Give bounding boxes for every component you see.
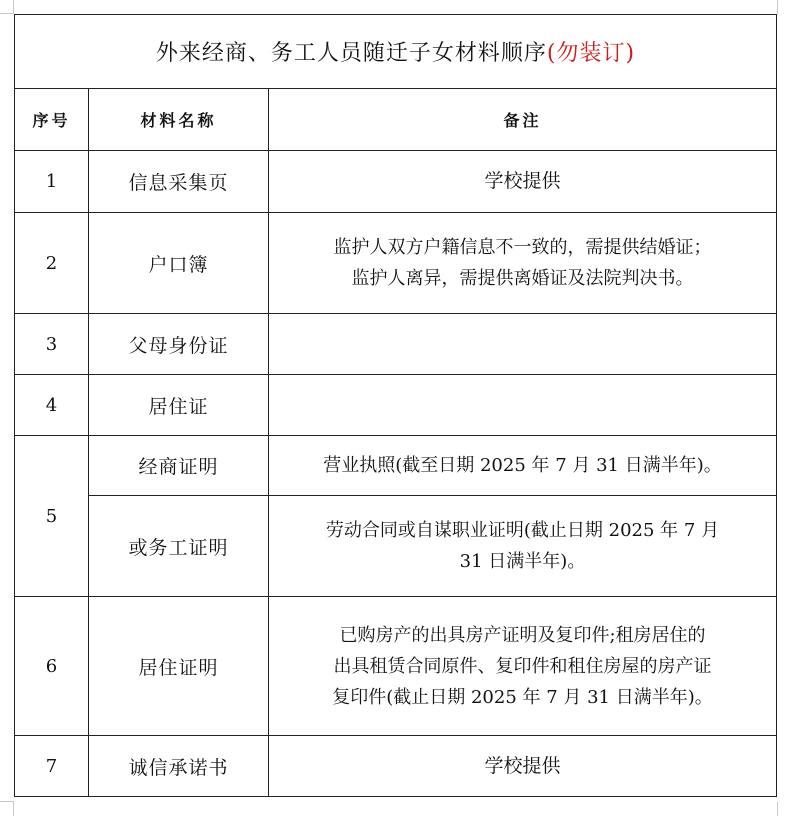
table-row bbox=[15, 375, 777, 436]
material-remark bbox=[269, 151, 777, 213]
header-name: 材料名称 bbox=[89, 89, 269, 151]
material-remark bbox=[269, 436, 777, 496]
remark-line: 监护人双方户籍信息不一致的，需提供结婚证； bbox=[333, 237, 712, 258]
row-number: 5 bbox=[15, 436, 89, 597]
header-row bbox=[15, 89, 777, 151]
remark-line: 已购房产的出具房产证明及复印件;租房居住的 bbox=[339, 624, 706, 646]
title-main: 外来经商、务工人员随迁子女材料顺序 bbox=[155, 41, 547, 66]
table-row bbox=[15, 151, 777, 213]
table-row bbox=[15, 213, 777, 314]
material-remark bbox=[269, 213, 777, 314]
row-number: 4 bbox=[15, 375, 89, 436]
remark-line: 出具租赁合同原件、复印件和租住房屋的房产证 bbox=[333, 655, 712, 677]
material-remark bbox=[269, 375, 777, 436]
margin-guide-left-bottom bbox=[13, 802, 14, 816]
material-remark bbox=[269, 314, 777, 375]
material-remark bbox=[269, 736, 777, 797]
material-remark bbox=[269, 496, 777, 597]
remark-line: 营业执照(截至日期 2025 年 7 月 31 日满半年)。 bbox=[323, 455, 722, 476]
remark-line: 劳动合同或自谋职业证明(截止日期 2025 年 7 月 bbox=[325, 520, 720, 541]
table-row bbox=[15, 314, 777, 375]
row-number: 1 bbox=[15, 151, 89, 213]
table-row bbox=[15, 436, 777, 496]
remark-line: 31 日满半年)。 bbox=[459, 551, 586, 572]
remark-line: 监护人离异，需提供离婚证及法院判决书。 bbox=[351, 268, 694, 289]
material-name: 信息采集页 bbox=[89, 151, 269, 213]
document-title bbox=[15, 15, 777, 89]
margin-guide-right-top bbox=[777, 0, 778, 14]
margin-guide-bottom-left bbox=[0, 801, 14, 802]
table-row bbox=[15, 736, 777, 797]
material-name: 户口簿 bbox=[89, 213, 269, 314]
material-name: 居住证明 bbox=[89, 597, 269, 736]
header-remark: 备注 bbox=[269, 89, 777, 151]
margin-guide-top-left bbox=[0, 13, 14, 14]
material-name: 诚信承诺书 bbox=[89, 736, 269, 797]
title-row bbox=[15, 15, 777, 89]
table-row bbox=[15, 597, 777, 736]
row-number: 3 bbox=[15, 314, 89, 375]
material-name: 或务工证明 bbox=[89, 496, 269, 597]
material-name: 父母身份证 bbox=[89, 314, 269, 375]
material-name: 居住证 bbox=[89, 375, 269, 436]
title-note: (勿装订) bbox=[546, 41, 636, 66]
remark-line: 学校提供 bbox=[484, 170, 561, 192]
table-row bbox=[15, 496, 777, 597]
material-remark bbox=[269, 597, 777, 736]
remark-line: 学校提供 bbox=[484, 754, 561, 777]
row-number: 2 bbox=[15, 213, 89, 314]
remark-line: 复印件(截止日期 2025 年 7 月 31 日满半年)。 bbox=[332, 686, 713, 708]
margin-guide-left-top bbox=[13, 0, 14, 14]
row-number: 6 bbox=[15, 597, 89, 736]
row-number: 7 bbox=[15, 736, 89, 797]
header-no: 序号 bbox=[15, 89, 89, 151]
margin-guide-right-bottom bbox=[777, 802, 778, 816]
materials-table bbox=[14, 14, 777, 797]
material-name: 经商证明 bbox=[89, 436, 269, 496]
